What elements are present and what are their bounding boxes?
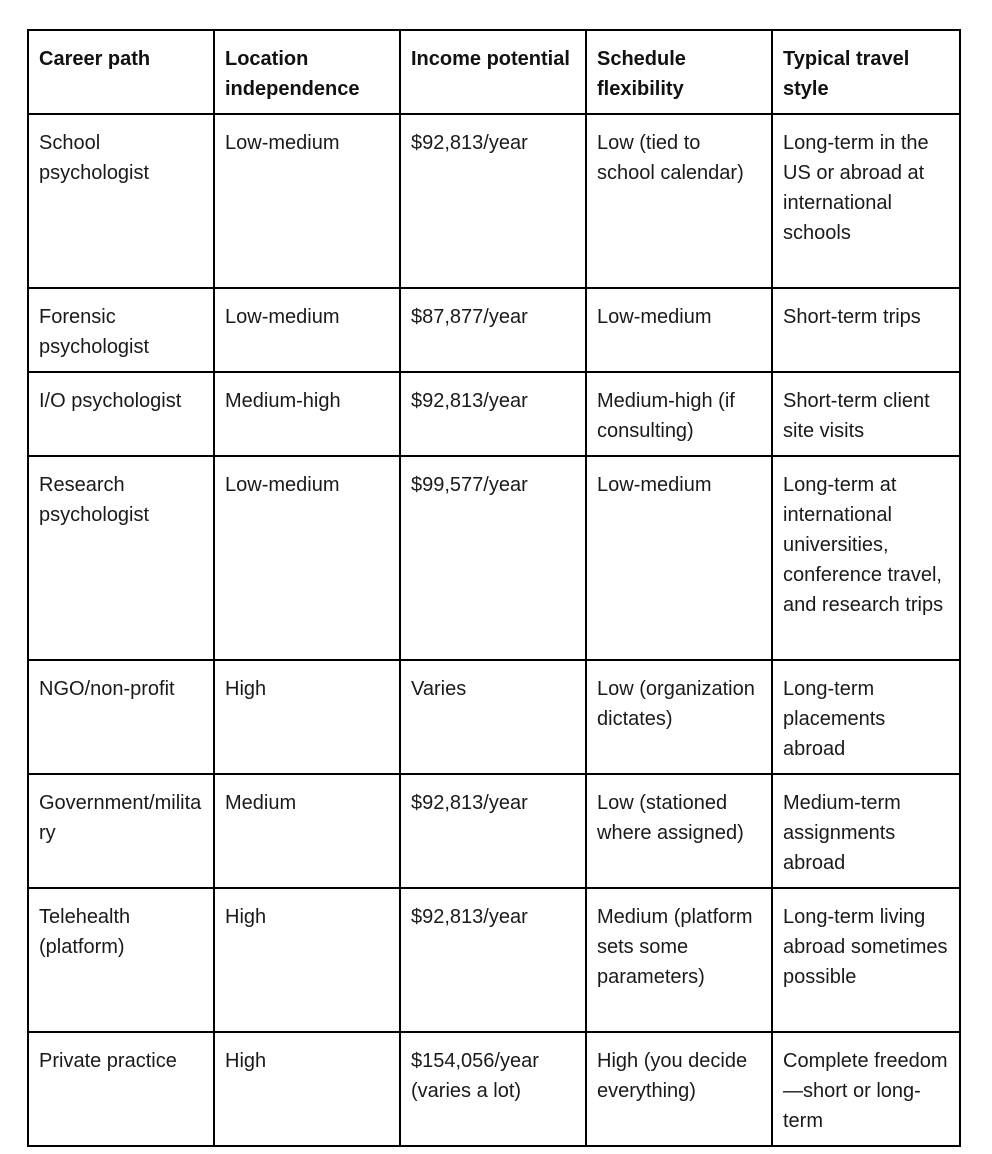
cell-schedule-flexibility: Low-medium — [586, 456, 772, 660]
cell-location-independence: Low-medium — [214, 114, 400, 288]
cell-location-independence: Medium-high — [214, 372, 400, 456]
cell-income-potential: $99,577/year — [400, 456, 586, 660]
career-comparison-table-container — [27, 29, 959, 1147]
cell-location-independence: Low-medium — [214, 288, 400, 372]
cell-location-independence: High — [214, 660, 400, 774]
cell-career-path: Forensic psychologist — [28, 288, 214, 372]
cell-career-path: NGO/non-profit — [28, 660, 214, 774]
cell-location-independence: Low-medium — [214, 456, 400, 660]
table-row — [28, 114, 960, 288]
cell-income-potential: $154,056/year (varies a lot) — [400, 1032, 586, 1146]
header-income-potential: Income potential — [400, 30, 586, 114]
cell-income-potential: $92,813/year — [400, 372, 586, 456]
cell-typical-travel-style: Short-term client site visits — [772, 372, 960, 456]
cell-typical-travel-style: Long-term living abroad sometimes possible — [772, 888, 960, 1032]
cell-typical-travel-style: Long-term placements abroad — [772, 660, 960, 774]
career-comparison-table — [27, 29, 961, 1147]
cell-typical-travel-style: Long-term at international universities, conference travel, and research trips — [772, 456, 960, 660]
table-header-row — [28, 30, 960, 114]
cell-career-path: Telehealth (platform) — [28, 888, 214, 1032]
cell-income-potential: Varies — [400, 660, 586, 774]
cell-typical-travel-style: Long-term in the US or abroad at international schools — [772, 114, 960, 288]
table-row — [28, 1032, 960, 1146]
cell-income-potential: $92,813/year — [400, 774, 586, 888]
table-row — [28, 372, 960, 456]
table-row — [28, 456, 960, 660]
cell-schedule-flexibility: Low-medium — [586, 288, 772, 372]
cell-income-potential: $87,877/year — [400, 288, 586, 372]
cell-schedule-flexibility: Low (tied to school calendar) — [586, 114, 772, 288]
cell-schedule-flexibility: Low (organization dictates) — [586, 660, 772, 774]
cell-location-independence: High — [214, 888, 400, 1032]
cell-location-independence: High — [214, 1032, 400, 1146]
cell-typical-travel-style: Complete freedom—short or long-term — [772, 1032, 960, 1146]
table-row — [28, 288, 960, 372]
cell-career-path: School psychologist — [28, 114, 214, 288]
cell-location-independence: Medium — [214, 774, 400, 888]
header-typical-travel-style: Typical travel style — [772, 30, 960, 114]
cell-schedule-flexibility: Medium (platform sets some parameters) — [586, 888, 772, 1032]
cell-schedule-flexibility: Low (stationed where assigned) — [586, 774, 772, 888]
cell-career-path: Government/military — [28, 774, 214, 888]
cell-career-path: I/O psychologist — [28, 372, 214, 456]
table-row — [28, 660, 960, 774]
cell-typical-travel-style: Short-term trips — [772, 288, 960, 372]
cell-typical-travel-style: Medium-term assignments abroad — [772, 774, 960, 888]
table-row — [28, 888, 960, 1032]
cell-income-potential: $92,813/year — [400, 114, 586, 288]
cell-career-path: Research psychologist — [28, 456, 214, 660]
cell-schedule-flexibility: High (you decide everything) — [586, 1032, 772, 1146]
table-row — [28, 774, 960, 888]
cell-career-path: Private practice — [28, 1032, 214, 1146]
header-location-independence: Location independence — [214, 30, 400, 114]
cell-income-potential: $92,813/year — [400, 888, 586, 1032]
header-career-path: Career path — [28, 30, 214, 114]
header-schedule-flexibility: Schedule flexibility — [586, 30, 772, 114]
cell-schedule-flexibility: Medium-high (if consulting) — [586, 372, 772, 456]
